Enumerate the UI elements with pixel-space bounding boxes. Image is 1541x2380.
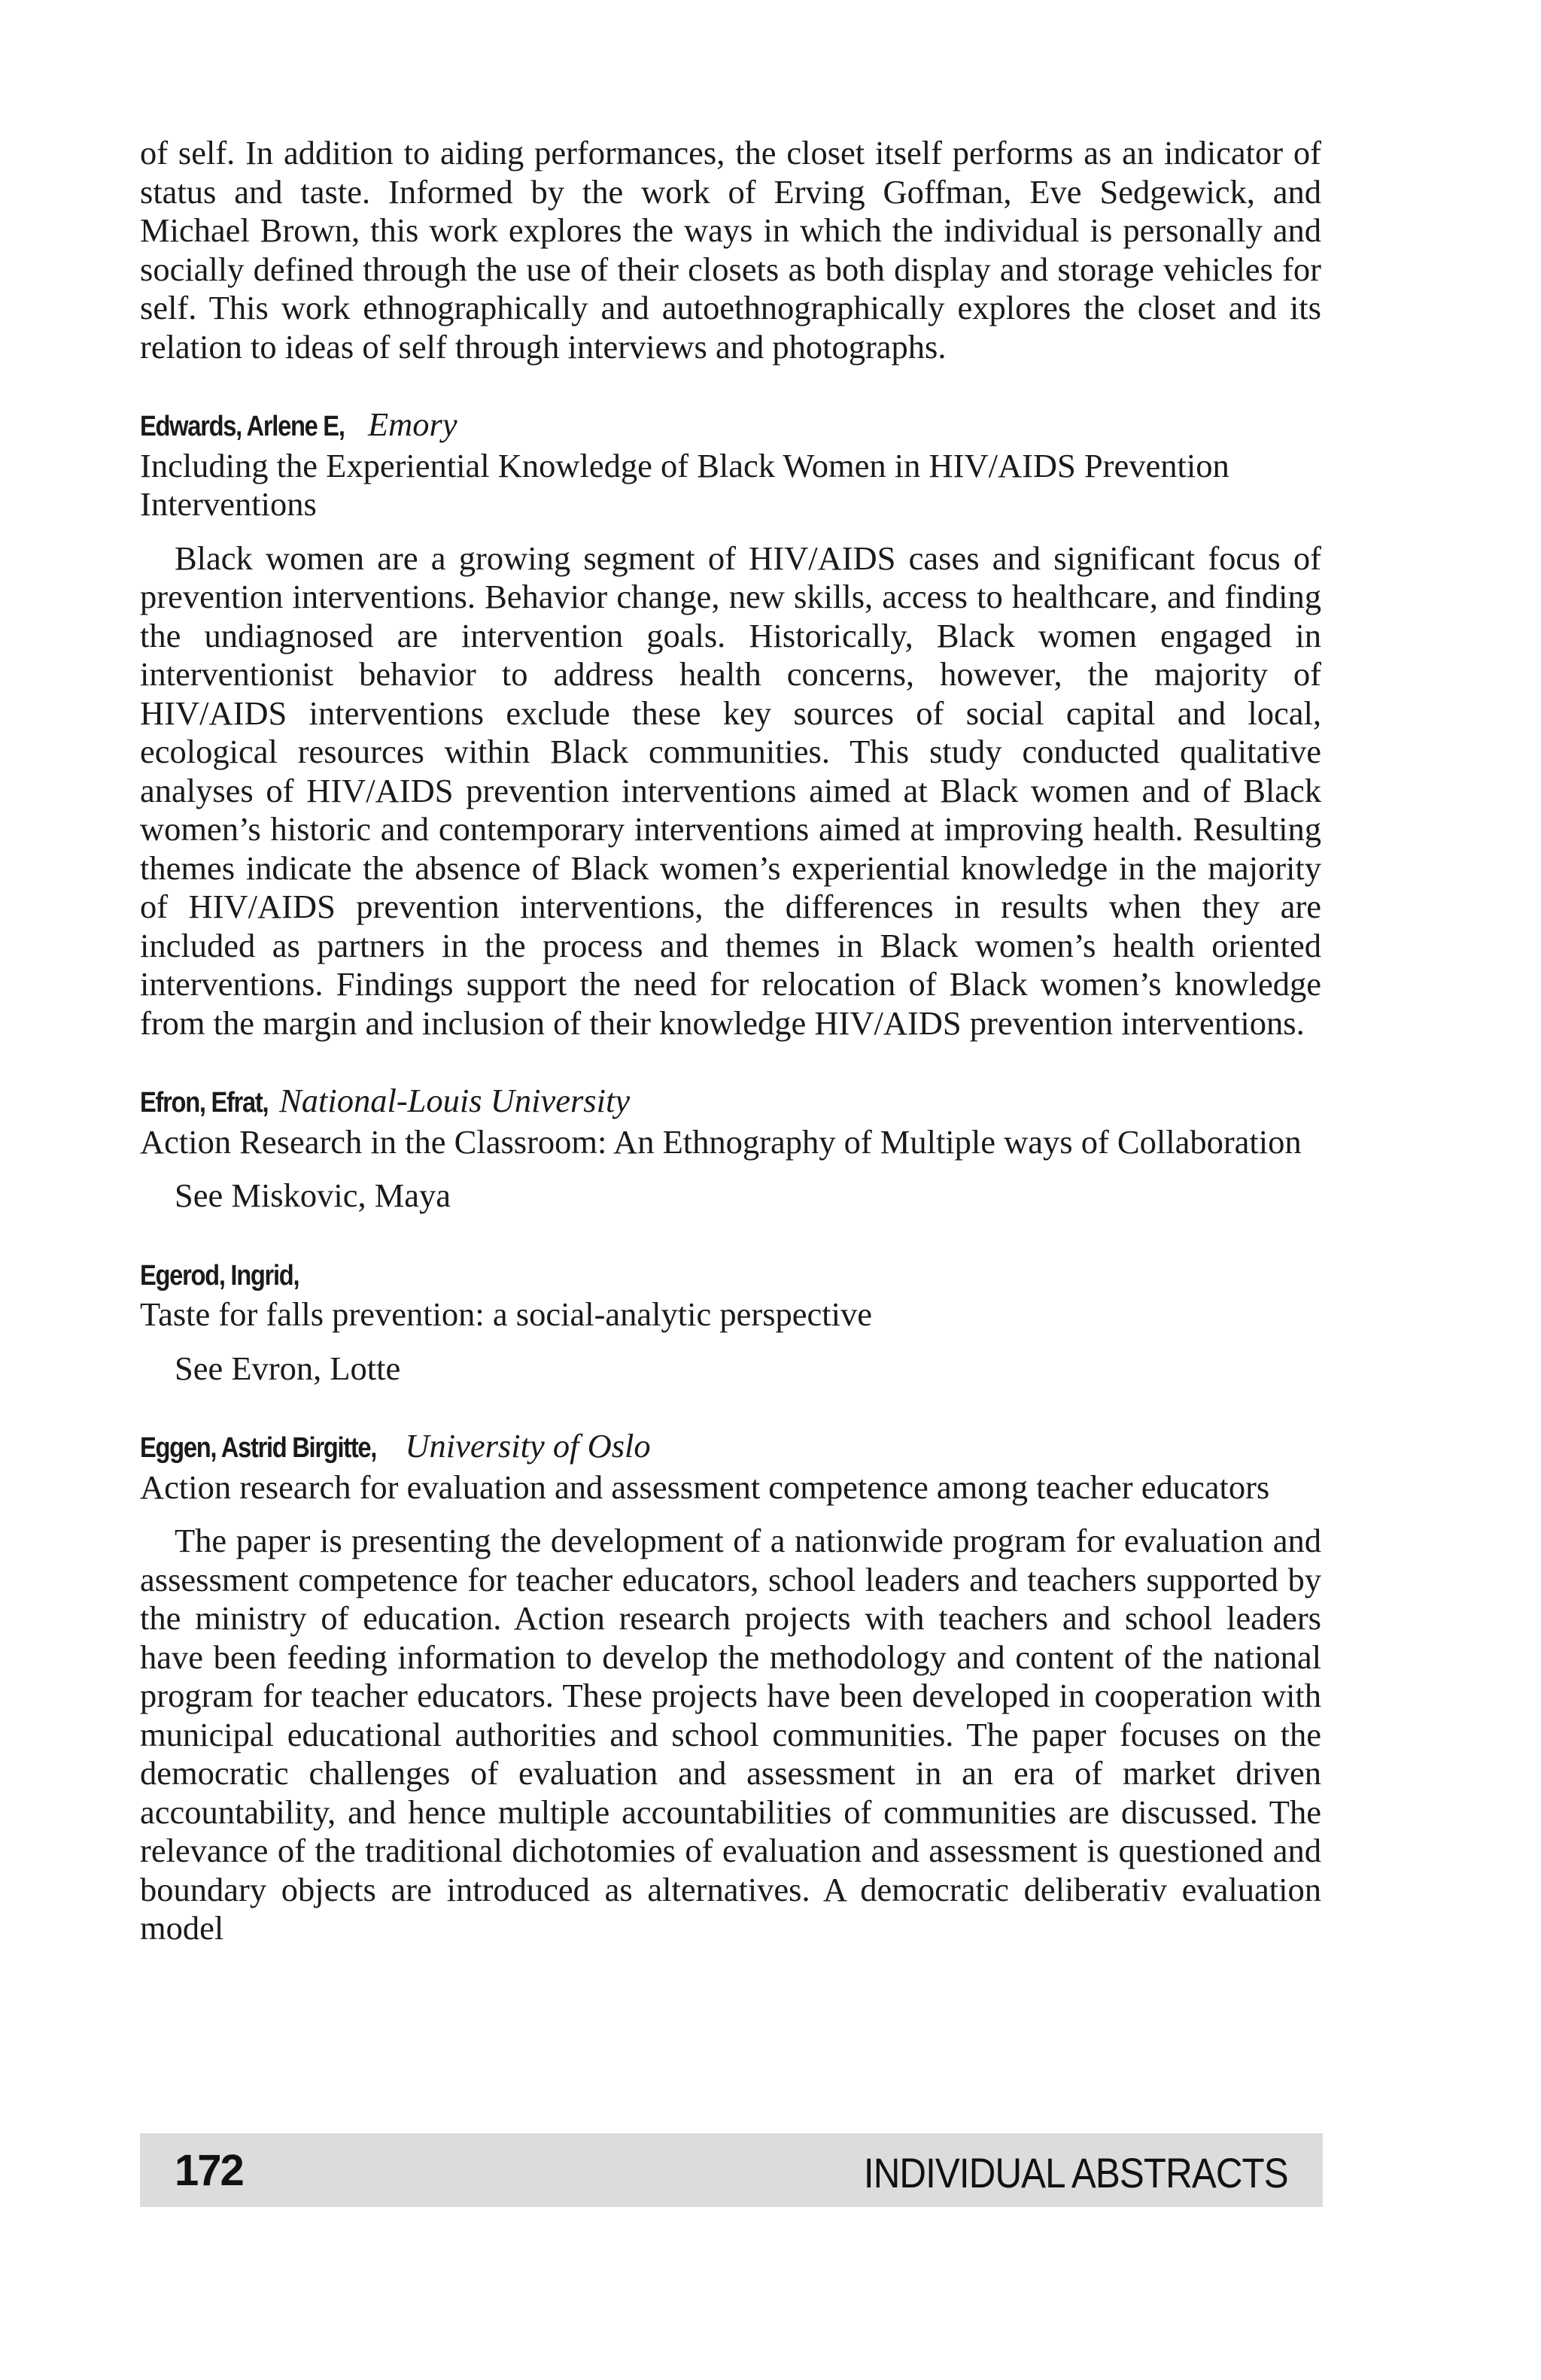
abstract-entry bbox=[140, 1082, 1321, 1216]
entry-heading bbox=[140, 405, 1321, 447]
continued-abstract: of self. In addition to aiding performances, the closet itself performs as an indicator of status and taste. Informed by the work of Erving Goffman, Eve Sedgewick, and Michael Brown, this work explores the ways in which the individual is personally and socially defined through the use of their closets as both display and storage vehicles for self. This work ethnographically and autoethnographically explores the closet and its relation to ideas of self through interviews and photographs. bbox=[140, 134, 1321, 366]
entry-heading bbox=[140, 1255, 1321, 1296]
author-affiliation: Emory bbox=[367, 405, 457, 443]
page-body bbox=[140, 134, 1321, 1948]
abstract-entry bbox=[140, 405, 1321, 1043]
page-footer bbox=[140, 2133, 1323, 2207]
see-reference: See Evron, Lotte bbox=[175, 1349, 401, 1387]
author-affiliation: National-Louis University bbox=[279, 1082, 631, 1119]
section-title: INDIVIDUAL ABSTRACTS bbox=[864, 2149, 1288, 2196]
abstract-text: Black women are a growing segment of HIV/AIDS cases and significant focus of prevention interventions. Behavior change, new skills, access to healthcare, and finding the undiagnosed are intervention goals. Historically, Black women engaged in interventionist behavior to address health concerns, however, the majority of HIV/AIDS interventions exclude these key sources of social capital and local, ecological resources within Black communities. This study conducted qualitative analyses of HIV/AIDS prevention interventions aimed at Black women and of Black women’s historic and contemporary interventions aimed at improving health. Resulting themes indicate the absence of Black women’s experiential knowledge in the majority of HIV/AIDS prevention interventions, the differences in results when they are included as partners in the process and themes in Black women’s health oriented interventions. Findings support the need for relocation of Black women’s knowledge from the margin and inclusion of their knowledge HIV/AIDS prevention interventions. bbox=[140, 539, 1321, 1042]
abstract-entry bbox=[140, 1427, 1321, 1948]
abstract-entry bbox=[140, 1255, 1321, 1389]
paper-title: Taste for falls prevention: a social-analytic perspective bbox=[140, 1295, 873, 1333]
paper-title: Action Research in the Classroom: An Ethnography of Multiple ways of Collaboration bbox=[140, 1122, 1302, 1161]
page-number: 172 bbox=[175, 2146, 243, 2195]
author-name: Eggen, Astrid Birgitte, bbox=[140, 1432, 377, 1464]
abstract-text: The paper is presenting the development of a nationwide program for evaluation and assessment competence for teacher educators, school leaders and teachers supported by the ministry of education. Action research projects with teachers and school leaders have been feeding information to develop the methodology and content of the national program for teacher educators. These projects have been developed in cooperation with municipal educational authorities and school communities. The paper focuses on the democratic challenges of evaluation and assessment in an era of market driven accountability, and hence multiple accountabilities of communities are discussed. The relevance of the traditional dichotomies of evaluation and assessment is questioned and boundary objects are introduced as alternatives. A democratic deliberativ evaluation model bbox=[140, 1522, 1321, 1947]
author-affiliation: University of Oslo bbox=[405, 1427, 651, 1465]
paper-title: Including the Experiential Knowledge of Black Women in HIV/AIDS Prevention Interventions bbox=[140, 446, 1229, 523]
entry-heading bbox=[140, 1082, 1321, 1123]
author-name: Efron, Efrat, bbox=[140, 1087, 269, 1119]
author-name: Edwards, Arlene E, bbox=[140, 411, 345, 442]
see-reference: See Miskovic, Maya bbox=[175, 1176, 451, 1214]
author-name: Egerod, Ingrid, bbox=[140, 1259, 299, 1292]
entry-heading bbox=[140, 1427, 1321, 1468]
paper-title: Action research for evaluation and assessment competence among teacher educators bbox=[140, 1468, 1270, 1506]
